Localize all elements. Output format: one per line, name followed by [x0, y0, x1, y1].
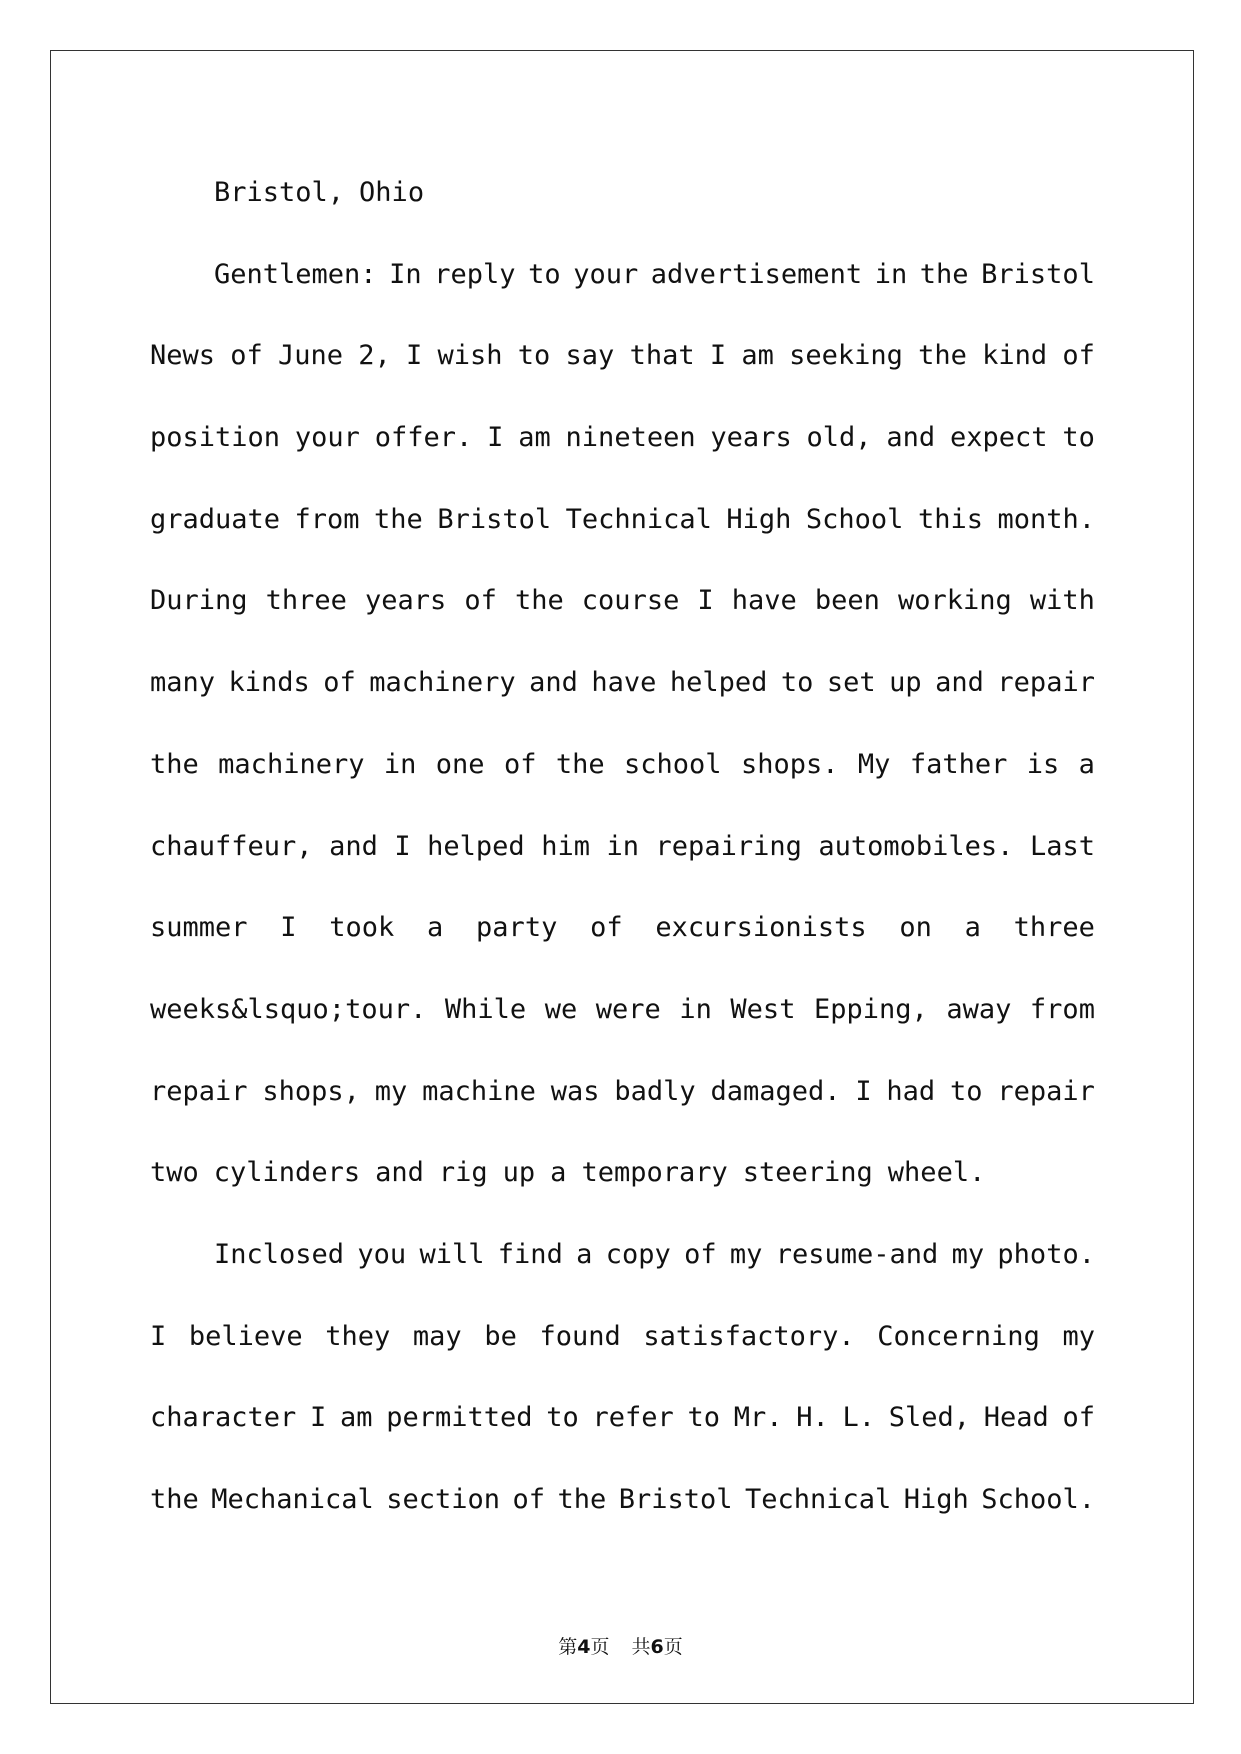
word: Epping,	[814, 993, 928, 1025]
word: machinery	[369, 667, 516, 699]
word: helped	[669, 667, 768, 699]
text-line	[150, 814, 1095, 896]
text-line	[150, 650, 1095, 732]
word: course	[581, 585, 680, 617]
word: repairing	[655, 830, 802, 862]
word: School.	[981, 1484, 1095, 1515]
word: I	[697, 585, 714, 617]
word: three	[265, 585, 347, 617]
word: up	[889, 667, 922, 699]
word: were	[595, 993, 661, 1025]
word: to	[780, 667, 814, 699]
word: In	[389, 258, 422, 290]
word: we	[544, 993, 578, 1025]
word: a	[964, 912, 981, 944]
text-line	[150, 323, 1095, 405]
word: and	[329, 830, 378, 862]
text-line	[150, 1059, 1095, 1141]
word: I	[855, 1075, 872, 1107]
word: on	[899, 912, 932, 944]
word: have	[731, 585, 797, 617]
word: I	[709, 340, 727, 372]
word: of	[503, 748, 537, 780]
word: School	[805, 503, 904, 535]
word: was	[550, 1075, 600, 1107]
word: the	[919, 258, 969, 290]
text-line	[150, 487, 1095, 569]
word: up	[502, 1157, 536, 1189]
word: refer	[592, 1402, 674, 1434]
word: with	[1029, 585, 1095, 617]
word: believe	[188, 1320, 303, 1352]
word: your	[573, 258, 639, 290]
word: this	[917, 503, 983, 535]
current-page-number: 4	[577, 1636, 591, 1658]
word: and	[375, 1157, 424, 1189]
word: month.	[997, 503, 1095, 535]
word: repair	[997, 667, 1095, 699]
word: from	[1029, 993, 1095, 1025]
word: chauffeur,	[150, 830, 313, 862]
word: to	[528, 258, 561, 290]
word: character	[150, 1402, 297, 1434]
word: the	[150, 1484, 199, 1515]
word: the	[557, 1484, 607, 1515]
word: three	[1013, 912, 1095, 944]
word: and	[886, 422, 936, 454]
word: News	[150, 340, 216, 372]
word: your	[294, 422, 360, 454]
word: permitted	[386, 1402, 533, 1434]
word: have	[591, 667, 657, 699]
word: of	[684, 1238, 717, 1270]
word: party	[476, 912, 558, 944]
word: wish	[437, 340, 503, 372]
page-footer	[0, 1632, 1241, 1659]
word: a	[427, 912, 444, 944]
word: you	[357, 1238, 407, 1270]
word: in	[679, 993, 712, 1025]
word: to	[950, 1075, 983, 1107]
word: Inclosed	[214, 1238, 345, 1270]
word: a	[576, 1238, 593, 1270]
word: rig	[438, 1157, 488, 1189]
word: Bristol	[437, 503, 552, 535]
word: old,	[806, 422, 872, 454]
word: working	[897, 585, 1012, 617]
text-line	[150, 160, 1095, 242]
word: weeks&lsquo;tour.	[150, 993, 427, 1025]
word: be	[484, 1320, 517, 1352]
text-line	[150, 977, 1095, 1059]
word: and	[935, 667, 984, 699]
letter-body	[150, 160, 1095, 1549]
word: Bristol	[981, 258, 1095, 290]
word: my	[951, 1238, 985, 1270]
word: took	[329, 912, 395, 944]
word: I	[394, 830, 411, 862]
word: I	[406, 340, 423, 372]
word: years	[710, 422, 792, 454]
word: I	[310, 1402, 327, 1434]
word: Sled,	[888, 1402, 970, 1434]
text-line	[150, 1467, 1095, 1549]
text-line	[150, 405, 1095, 487]
word: High	[726, 503, 792, 535]
word: in	[606, 830, 640, 862]
word: the	[150, 748, 199, 780]
word: may	[412, 1320, 462, 1352]
word: kinds	[228, 667, 310, 699]
word: badly	[614, 1075, 696, 1107]
word: My	[857, 748, 891, 780]
word: L.	[842, 1402, 875, 1434]
word: Mr.	[733, 1402, 783, 1434]
word: of	[1062, 1402, 1095, 1434]
word: found	[539, 1320, 621, 1352]
word: from	[294, 503, 360, 535]
word: damaged.	[710, 1075, 841, 1107]
word: position	[150, 422, 281, 454]
word: will	[419, 1238, 485, 1270]
word: I	[150, 1320, 167, 1352]
text-line	[150, 568, 1095, 650]
word: 2,	[358, 340, 391, 372]
word: High	[903, 1484, 969, 1515]
word: helped	[427, 830, 525, 862]
word: steering	[742, 1157, 873, 1189]
word: excursionists	[655, 912, 867, 944]
word: in	[874, 258, 908, 290]
word: been	[814, 585, 880, 617]
word: Technical	[565, 503, 712, 535]
word: Gentlemen:	[214, 258, 377, 290]
word: a	[550, 1157, 567, 1189]
word: away	[946, 993, 1012, 1025]
word: in	[383, 748, 417, 780]
text-line	[150, 1222, 1095, 1304]
word: Last	[1029, 830, 1095, 862]
word: Ohio	[359, 177, 425, 208]
word: they	[325, 1320, 391, 1352]
word: satisfactory.	[643, 1320, 855, 1352]
word: offer.	[374, 422, 473, 454]
word: my	[1062, 1320, 1095, 1352]
word: a	[1078, 748, 1095, 780]
footer-total-prefix: 共	[631, 1636, 651, 1658]
word: am	[741, 340, 774, 372]
word: summer	[150, 912, 248, 944]
text-line	[150, 242, 1095, 324]
word: Bristol	[618, 1484, 733, 1515]
word: I	[280, 912, 297, 944]
word: H.	[796, 1402, 829, 1434]
word: years	[364, 585, 447, 617]
word: Technical	[744, 1484, 892, 1515]
word: copy	[605, 1238, 671, 1270]
word: say	[565, 340, 615, 372]
word: to	[517, 340, 551, 372]
word: the	[514, 585, 564, 617]
word: one	[435, 748, 485, 780]
word: the	[555, 748, 605, 780]
word: machine	[422, 1075, 536, 1107]
word: automobiles.	[818, 830, 1014, 862]
word: wheel.	[887, 1157, 986, 1189]
text-line	[150, 732, 1095, 814]
text-line	[150, 1140, 1095, 1222]
word: of	[230, 340, 263, 372]
word: to	[1062, 422, 1095, 454]
word: the	[374, 503, 423, 535]
word: kind	[982, 340, 1048, 372]
word: Bristol,	[214, 177, 345, 208]
word: Mechanical	[211, 1484, 374, 1515]
word: to	[687, 1402, 721, 1434]
word: I	[487, 422, 504, 454]
word: school	[624, 748, 722, 780]
word: June	[278, 340, 344, 372]
footer-total-unit: 页	[663, 1636, 683, 1658]
word: to	[546, 1402, 579, 1434]
word: reply	[434, 258, 516, 290]
word: father	[909, 748, 1008, 780]
word: my	[729, 1238, 763, 1270]
word: is	[1026, 748, 1060, 780]
text-line	[150, 1385, 1095, 1467]
word: many	[150, 667, 216, 699]
word: graduate	[150, 503, 281, 535]
word: find	[497, 1238, 563, 1270]
word: him	[541, 830, 590, 862]
text-line	[150, 895, 1095, 977]
word: temporary	[581, 1157, 728, 1189]
word: that	[629, 340, 695, 372]
word: of	[512, 1484, 546, 1515]
word: seeking	[789, 340, 903, 372]
word: section	[386, 1484, 501, 1515]
word: had	[886, 1075, 936, 1107]
word: Head	[983, 1402, 1049, 1434]
word: While	[444, 993, 527, 1025]
text-line	[150, 1304, 1095, 1386]
word: nineteen	[565, 422, 696, 454]
word: During	[150, 585, 248, 617]
word: am	[340, 1402, 373, 1434]
word: of	[464, 585, 497, 617]
word: the	[918, 340, 967, 372]
word: repair	[150, 1075, 248, 1107]
word: West	[730, 993, 796, 1025]
word: my	[374, 1075, 408, 1107]
word: set	[826, 667, 876, 699]
word: resume-and	[775, 1238, 939, 1270]
word: two	[150, 1157, 199, 1189]
footer-prefix: 第	[558, 1636, 578, 1658]
word: of	[1062, 340, 1095, 372]
word: photo.	[997, 1238, 1095, 1270]
word: cylinders	[213, 1157, 361, 1189]
word: of	[323, 667, 356, 699]
total-page-number: 6	[650, 1636, 664, 1658]
word: shops.	[740, 748, 839, 780]
word: advertisement	[650, 258, 863, 290]
word: of	[590, 912, 623, 944]
word: expect	[950, 422, 1048, 454]
word: shops,	[262, 1075, 360, 1107]
word: am	[518, 422, 551, 454]
footer-page-unit: 页	[590, 1636, 610, 1658]
word: machinery	[218, 748, 365, 780]
word: and	[529, 667, 578, 699]
word: repair	[997, 1075, 1095, 1107]
word: Concerning	[877, 1320, 1040, 1352]
